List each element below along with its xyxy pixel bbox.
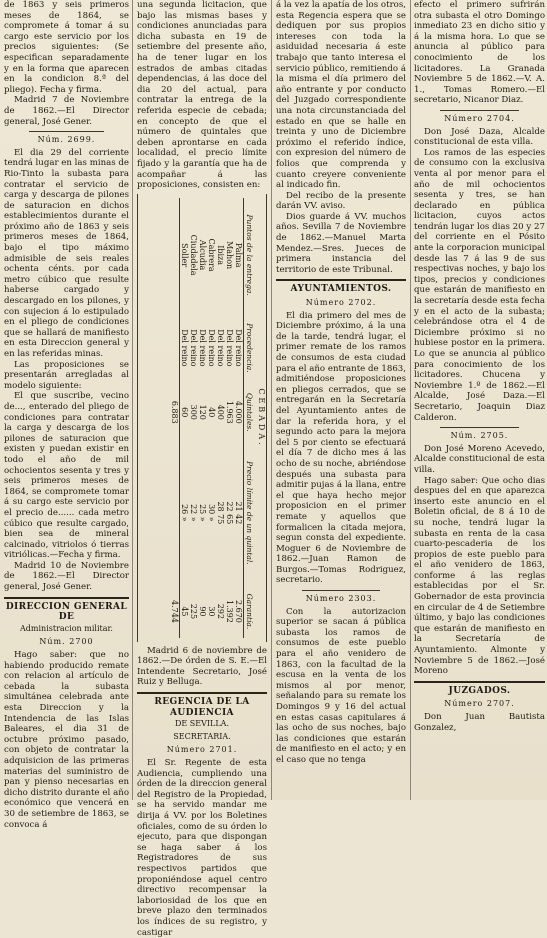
table-cell xyxy=(170,198,180,312)
table-caption: CEBADA. xyxy=(257,388,266,448)
table-cell: Palma xyxy=(234,242,243,268)
table-cell: 400 xyxy=(216,404,225,420)
section-subheading: Administracion militar. xyxy=(20,623,113,633)
table-row xyxy=(189,198,198,638)
divider xyxy=(302,590,380,591)
table-cell xyxy=(170,312,180,383)
paragraph: Las proposiciones se presentarán arregladas al modelo siguiente: xyxy=(4,359,129,391)
table-header-row xyxy=(244,198,256,638)
section-heading: AYUNTAMIENTOS. xyxy=(290,284,392,295)
table-cell: 21 42 xyxy=(234,501,243,525)
table-cell: 25 » xyxy=(198,503,207,522)
divider xyxy=(440,110,519,111)
table-row xyxy=(216,198,225,638)
table-cell: 6.883 xyxy=(170,383,180,440)
table-cell: 225 xyxy=(189,603,198,619)
table-cell: 292 xyxy=(216,603,225,619)
section-rule xyxy=(4,597,129,599)
table-header-cell: Procedencia. xyxy=(244,312,256,383)
signature-line: Madrid 6 de noviembre de 1862.—De órden de S. E.—El Intendente Secretario, José Ruiz y Belluga. xyxy=(137,645,267,688)
section-subheading: SECRETARIA. xyxy=(173,731,231,741)
paragraph: Dios guarde á VV. muchos años. Sevilla 7 de Noviembre de 1862.—Manuel Marta Mendez.—Sres. Jueces de primera instancia del territorio de este Tribunal. xyxy=(276,211,406,275)
paragraph: Hago saber: Que ocho dias despues del en que aparezca inserto este anuncio en el Boletin oficial, de 8 á 10 de su noche, tendrá lugar la subasta en renta de la casa cuarto-pescaderia de los propios de este pueblo para el año venidero de 1863, conforme á las reglas establecidas por el Sr. Gobernador de esta provincia en circular de 4 de Setiembre último, y bajo las condiciones que estarán de manifiesto en la Secretaría de Ayuntamiento. Almonte y Noviembre 5 de 1862.—José Moreno xyxy=(414,475,545,677)
table-header-cell: Quintales. xyxy=(244,383,256,440)
column-divider xyxy=(410,0,411,800)
divider xyxy=(29,131,104,132)
notice-number: Número 2704. xyxy=(444,113,515,123)
column-2 xyxy=(137,0,267,938)
notice-number: Número 2702. xyxy=(305,298,377,308)
table-cell: Del reino xyxy=(180,328,189,367)
table-cell: 2.670 xyxy=(234,599,243,623)
table-row xyxy=(207,198,216,638)
divider xyxy=(440,427,519,428)
signature-line: Madrid 10 de Noviembre de 1862.—El Director general, José Gener. xyxy=(4,560,129,593)
paragraph: El dia primero del mes de Diciembre próximo, á la una de la tarde, tendrá lugar, el primer remate de los ramos de consumos de esta ciudad para el año entrante de 1863, admitiéndose proposiciones en pliegos cerrados, que se entregarán en la Secretaría del Ayuntamiento antes de dar la referida hora, y el segundo acto para la mejora del 5 por ciento se efectuará el día 7 de dicho mes á las ocho de su noche, abriéndose después una subasta para admitir pujas á la llana, entre el que haya hecho mejor proposicion en el primer remate y aquellos que formalicen la citada mejora, segun consta del expediente. Moguer 6 de Noviembre de 1862.—Juan Ramon de Burgos.—Tomas Rodriguez, secretario. xyxy=(276,310,406,586)
paragraph: una segunda licitacion, que bajo las mismas bases y condiciones anunciadas para dicha subasta en 19 de setiembre del presente año, ha de tener lugar en los estrados de ambas citadas dependencias, á las doce del dia 20 del actual, para contratar la entrega de la referida especie de cebada; en concepto de que el número de quintales que deben aprontarse en cada localidad, el precio límite fijado y la garantía que ha de acompañar á las proposiciones, consisten en: xyxy=(137,0,267,191)
table-cell: 22 65 xyxy=(225,501,234,525)
table-row xyxy=(234,198,244,638)
table-cell: Mahon xyxy=(225,240,234,269)
paragraph: Don Juan Bautista Gonzalez, xyxy=(414,712,545,733)
table-cell: Cabrera xyxy=(207,238,216,272)
table-total-row xyxy=(170,198,180,638)
table-row xyxy=(180,198,190,638)
notice-number: Número 2303. xyxy=(305,594,377,604)
paragraph: de 1863 y seis primeros meses de 1864, se compromete á tomar á su cargo este servicio por los precios siguientes: (Se especifican separadamente y en la forma que aparecen en la condicion 8.ª del pliego). Fecha y firma. xyxy=(4,0,129,95)
table-cell: 45 xyxy=(180,606,189,617)
table-cell: 4.744 xyxy=(170,585,180,638)
notice-number: Núm. 2699. xyxy=(37,135,96,145)
paragraph: Don José Daza, Alcalde constitucional de esta villa. xyxy=(414,126,545,148)
table-cell: 22 » xyxy=(189,503,198,522)
paragraph: á la vez la apatía de los otros, esta Regencia espera que se dediquen por sus propios intereses con toda la asiduidad necesaria á este trabajo que tanto interesa el servicio público, remitiendo á la misma el día primero del año entrante y por conducto del Juzgado correspondiente una nota circunstanciada del estado en que se halle en treinta y uno de Diciembre próximo el referido índice, con expresion del número de folios que comprenda y cuanto creyere conveniente al indicado fin. xyxy=(276,0,406,191)
table-cell: 28 75 xyxy=(216,501,225,525)
table-cell: 1.963 xyxy=(225,400,234,424)
table-cell: Del reino xyxy=(189,328,198,367)
notice-number: Número 2701. xyxy=(166,745,238,755)
rotated-table-frame xyxy=(137,194,267,642)
table-cell: 4.000 xyxy=(234,400,243,424)
notice-number: Número 2707. xyxy=(444,699,515,709)
table-cell: 90 xyxy=(198,606,207,617)
section-heading: JUZGADOS. xyxy=(448,685,511,696)
table-cell: Del reino xyxy=(216,328,225,367)
table-cell: 300 xyxy=(189,404,198,420)
table-body xyxy=(170,198,244,638)
paragraph: Los ramos de las especies de consumo con la exclusiva venta al por menor para el año de mil ochocientos sesenta y tres, se han declarado en pública licitacion, cuyos actos tendrán lugar los dias 20 y 27 del corriente en el Pósito ante la corporacion municipal desde las 7 á las 9 de sus respectivas noches, y bajo los tipos, precios y condiciones que estarán de manifiesto en la secretaría desde esta fecha y en el acto de la subasta; celebrándose otra el 4 de Diciembre próximo si no hubiese postor en la primera. Lo que se anuncia al público para conocimiento de los licitadores. Chucena y Noviembre 1.º de 1862.—El Alcalde, José Daza.—El Secretario, Joaquin Diaz Calderon. xyxy=(414,147,545,423)
table-row xyxy=(225,198,234,638)
section-rule xyxy=(137,692,267,694)
table-header-cell: Puntos de la entrega. xyxy=(244,198,256,312)
paragraph: El que suscribe, vecino de..., enterado del pliego de condiciones para contratar la carga y descarga de los pilones de saturacion que existen y puedan existir en todo el año de mil ochocientos sesenta y tres y seis primeros meses de 1864, se compromete tomar á su cargo este servicio por el precio de...... cada metro cúbico que resulte cargado, bien sea de mineral calcinado, vitriolos ó tierras vitriólicas.—Fecha y firma. xyxy=(4,391,129,561)
table-cell xyxy=(170,441,180,585)
paragraph: El dia 29 del corriente tendrá lugar en las minas de Rio-Tinto la subasta para contratar el servicio de carga y descarga de pilones de saturacion en dichos establecimientos durante el próximo año de 1863 y seis primeros meses de 1864, bajo el tipo máximo admisible de seis reales ochenta cénts. por cada metro cúbico que resulte haberse cargado y descargado en los pilones, y con sujecion á lo estipulado en el pliego de condiciones que se hallará de manifiesto en esta Direccion general y en las referidas minas. xyxy=(4,147,129,359)
table-cell: Del reino xyxy=(234,328,243,367)
column-4 xyxy=(414,0,545,800)
table-cell: 1.392 xyxy=(225,599,234,623)
table-cell: Del reino xyxy=(198,328,207,367)
column-1 xyxy=(4,0,129,830)
table-cell: Del reino xyxy=(225,328,234,367)
section-heading: DIRECCION GENERAL DE xyxy=(5,601,128,623)
column-divider xyxy=(271,0,272,800)
table-cell: Alcudia xyxy=(198,239,207,271)
paragraph: Del recibo de la presente darán VV. aviso. xyxy=(276,190,406,212)
table-header-cell: Garantía. xyxy=(244,585,256,638)
table-row xyxy=(198,198,207,638)
section-subheading: DE SEVILLA. xyxy=(175,719,229,729)
table-cell: Soller xyxy=(180,242,189,267)
cebada-table xyxy=(138,198,266,638)
paragraph: El Sr. Regente de esta Audiencia, cumpliendo una órden de la direccion general del Registro de la Propiedad, se ha servido mandar me dirija á VV. por los Boletines oficiales, como de su órden lo ejecuto, para que dispongan se haga saber á los Registradores de sus respectivos partidos que proponiéndose aquel centro directivo recompensar la laboriosidad de los que en breve plazo den terminados los índices de su registro, y castigar xyxy=(137,758,267,938)
table-cell: 60 xyxy=(180,406,189,418)
table-cell: 40 xyxy=(207,406,216,418)
notice-number: Núm. 2700 xyxy=(39,637,94,647)
table-cell: 120 xyxy=(198,404,207,420)
paragraph: Con la autorizacion superior se sacan á pública subasta los ramos de consumos de este pueblo para el año venidero de 1863, con la facultad de la escusa en la venta de los mismos al por menor, señalando para su remate los Domingos 9 y 16 del actual en estas casas capitulares á las ocho de sus noches, bajo las condiciones que estarán de manifiesto en el acto; y en el caso que no tenga xyxy=(276,606,406,765)
table-header-cell: Precio límite de un quintal. xyxy=(244,441,256,585)
signature-line: Madrid 7 de Noviembre de 1862.—El Director general, José Gener. xyxy=(4,95,129,127)
supply-table xyxy=(170,198,255,638)
column-divider xyxy=(132,0,133,800)
table-cell: 30 » xyxy=(207,503,216,522)
notice-number: Núm. 2705. xyxy=(450,431,509,441)
table-cell: 30 xyxy=(207,606,216,617)
table-cell: 26 » xyxy=(180,503,189,522)
section-rule xyxy=(276,279,406,281)
table-cell: Del reino xyxy=(207,328,216,367)
section-heading: REGENCIA DE LA AUDIENCIA xyxy=(154,697,250,718)
table-cell: Ibiza xyxy=(216,244,225,265)
paragraph: efecto el primero sufrirán otra subasta el otro Domingo inmediato 23 en dicho sitio y á la misma hora. Lo que se anuncia al público para conocimiento de los licitadores. La Granada Noviembre 5 de 1862.—V. A. 1., Tomas Romero.—El secretario, Nicanor Diaz. xyxy=(414,0,545,106)
column-3 xyxy=(276,0,406,800)
paragraph: Don José Moreno Acevedo, Alcalde constitucional de esta villa. xyxy=(414,443,545,475)
table-cell: Ciudadela xyxy=(189,234,198,276)
section-rule xyxy=(414,681,545,683)
paragraph: Hago saber: que no habiendo producido remate con relacion al artículo de cebada la subasta simultánea celebrada ante esta Direccion y la Intendencia de las Islas Baleares, el dia 31 de octubre próximo pasado, con objeto de contratar la adquisicion de las primeras materias del suministro de pan y pienso necesarias en dicho distrito durante el año económico que vencerá en 30 de setiembre de 1863, se convoca á xyxy=(4,650,129,830)
